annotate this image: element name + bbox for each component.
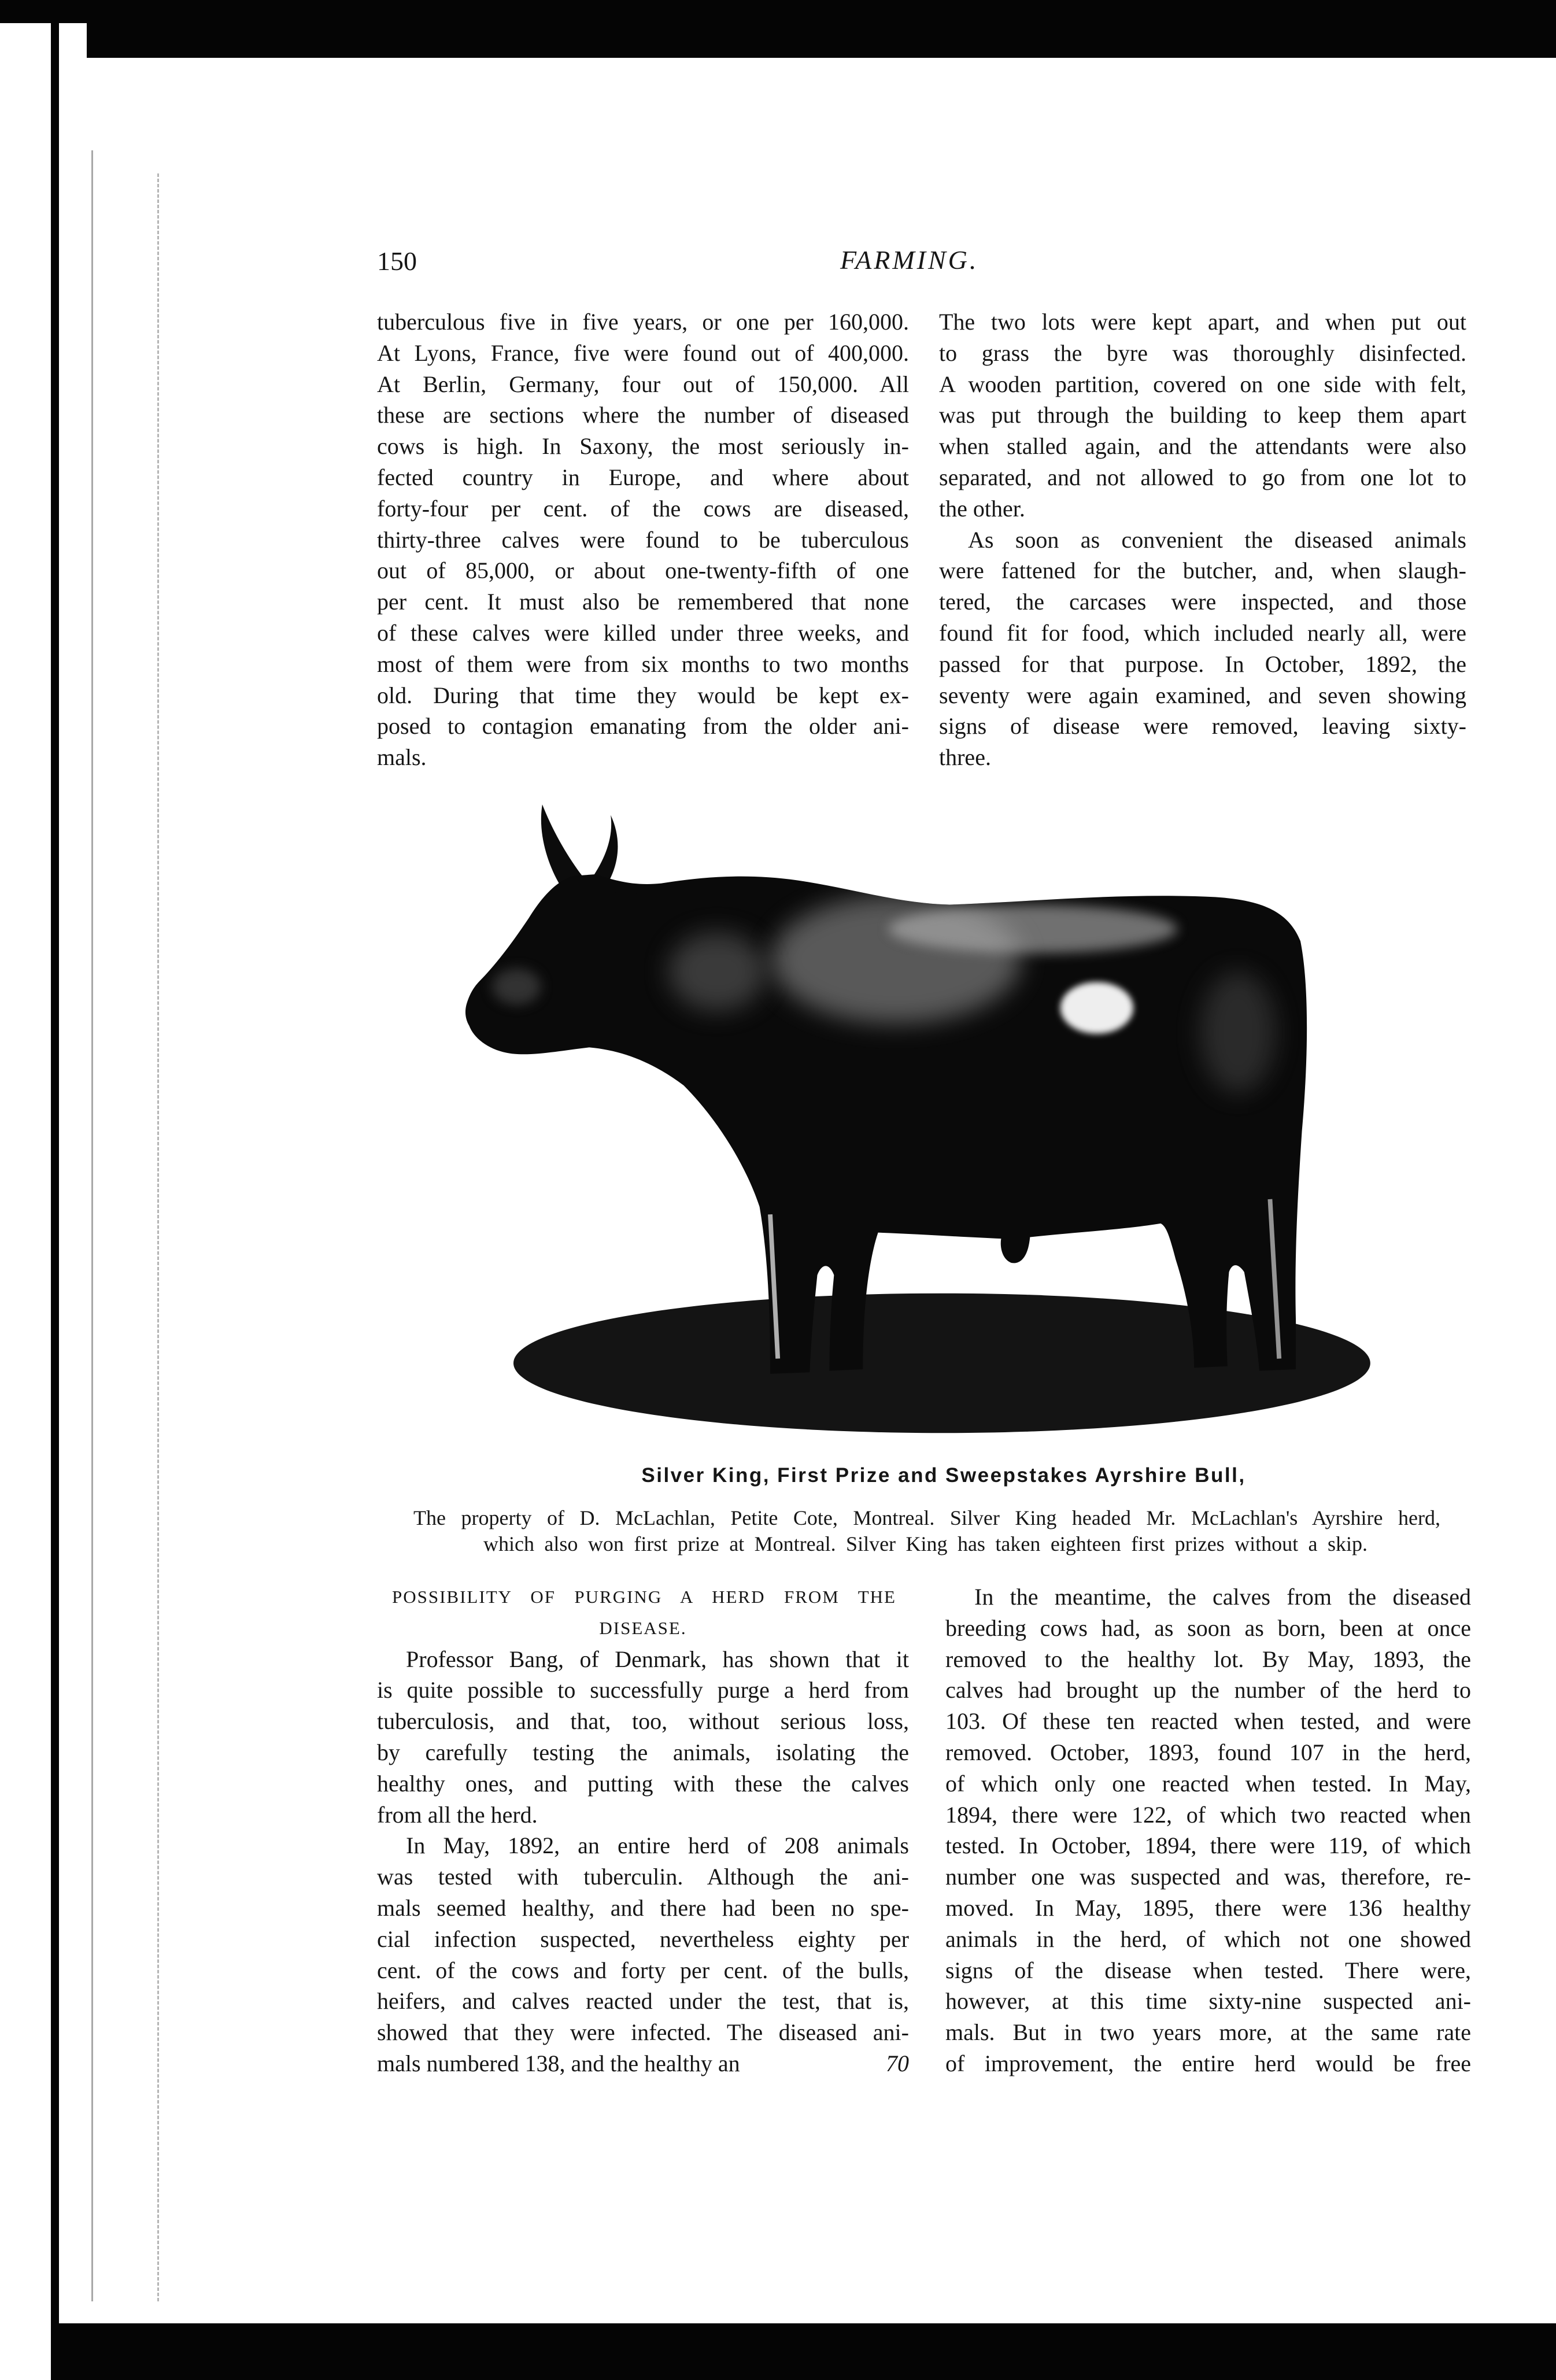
body-text-line: was put through the building to keep them apart (939, 402, 1466, 428)
body-text-line: 1894, there were 122, of which two reacted when (945, 1801, 1471, 1828)
bull-right-horn (593, 815, 618, 884)
body-text-line: A wooden partition, covered on one side with felt, (939, 371, 1466, 397)
body-text-line: fected country in Europe, and where about (377, 464, 909, 490)
body-text-line: number one was suspected and was, therefore, re- (945, 1864, 1471, 1890)
page-fold-line (91, 150, 93, 2301)
figure-caption-line: The property of D. McLachlan, Petite Cote, Montreal. Silver King headed Mr. McLachlan's Ayrshire herd, (413, 1506, 1440, 1529)
upper-right-column (939, 306, 1466, 773)
body-text-line: was tested with tuberculin. Although the ani- (377, 1864, 909, 1890)
body-text-line: removed to the healthy lot. By May, 1893, the (945, 1646, 1471, 1672)
body-text-line: old. During that time they would be kept ex- (377, 682, 909, 708)
body-text-line: animals in the herd, of which not one showed (945, 1926, 1471, 1952)
body-text-line: cial infection suspected, nevertheless eighty per (377, 1926, 909, 1952)
body-text-line: tered, the carcases were inspected, and those (939, 589, 1466, 615)
body-text-line: of improvement, the entire herd would be free (945, 2050, 1471, 2076)
back-highlight (889, 905, 1177, 954)
figure-caption-title: Silver King, First Prize and Sweepstakes Ayrshire Bull, (641, 1464, 1246, 1487)
body-text-line: 103. Of these ten reacted when tested, and were (945, 1708, 1471, 1735)
body-text-line: In May, 1892, an entire herd of 208 animals (406, 1832, 909, 1859)
body-text-line: the other. (939, 495, 1025, 522)
body-text-line: mals seemed healthy, and there had been no spe- (377, 1894, 909, 1921)
upper-left-column (377, 306, 909, 773)
body-text-line: calves had brought up the number of the herd to (945, 1677, 1471, 1703)
body-text-line: The two lots were kept apart, and when put out (939, 309, 1466, 335)
body-text-line: separated, and not allowed to go from one lot to (939, 464, 1466, 490)
body-text-line: of which only one reacted when tested. In May, (945, 1770, 1471, 1797)
body-text-line: however, at this time sixty-nine suspected ani- (945, 1988, 1471, 2015)
bull-left-horn (541, 804, 583, 884)
flank-white-patch (1060, 982, 1133, 1033)
body-text-line: of these calves were killed under three weeks, and (377, 619, 909, 646)
body-text-line: per cent. It must also be remembered that none (377, 589, 909, 615)
body-text-line: were fattened for the butcher, and, when slaugh- (939, 557, 1466, 584)
body-text-line: passed for that purpose. In October, 1892, the (939, 651, 1466, 677)
body-text-line-last (377, 2048, 909, 2079)
section-heading: DISEASE. (599, 1617, 687, 1638)
scan-border-bottom (51, 2323, 1556, 2380)
body-text-line: healthy ones, and putting with these the calves (377, 1770, 909, 1797)
body-text-line: mals. (377, 744, 427, 771)
body-text-line: seventy were again examined, and seven showing (939, 682, 1466, 708)
body-text-line: showed that they were infected. The diseased ani- (377, 2019, 909, 2046)
body-text-line: removed. October, 1893, found 107 in the herd, (945, 1739, 1471, 1765)
body-text-line: signs of disease were removed, leaving sixty- (939, 713, 1466, 740)
body-text-line: signs of the disease when tested. There were, (945, 1957, 1471, 1983)
body-text-line: when stalled again, and the attendants were also (939, 433, 1466, 460)
body-text-line: posed to contagion emanating from the older ani- (377, 713, 909, 740)
body-text-line: heifers, and calves reacted under the test, that is, (377, 1988, 909, 2015)
page-edge-dashes (157, 173, 159, 2301)
body-text-line: Professor Bang, of Denmark, has shown that it (406, 1646, 909, 1672)
bull-photograph (448, 789, 1390, 1442)
figure-caption-line: which also won first prize at Montreal. Silver King has taken eighteen first prizes without a skip. (483, 1532, 1367, 1555)
scan-border-left (51, 23, 59, 2330)
body-text-line: mals. But in two years more, at the same rate (945, 2019, 1471, 2046)
body-text-line: At Berlin, Germany, four out of 150,000. All (377, 371, 909, 397)
body-text-line: is quite possible to successfully purge a herd from (377, 1677, 909, 1703)
neck-highlight (668, 932, 766, 1011)
scan-border-top (87, 0, 1556, 58)
body-text-line: to grass the byre was thoroughly disinfected. (939, 339, 1466, 366)
body-text-line: by carefully testing the animals, isolating the (377, 1739, 909, 1765)
body-text-line: three. (939, 744, 991, 771)
body-text-fragment: mals numbered 138, and the healthy an (377, 2050, 740, 2076)
rear-thigh-shade (1200, 971, 1276, 1093)
body-text-line: moved. In May, 1895, there were 136 healthy (945, 1894, 1471, 1921)
body-text-line: tuberculosis, and that, too, without serious loss, (377, 1708, 909, 1735)
scan-border-top-left (0, 0, 116, 23)
body-text-line: In the meantime, the calves from the diseased (974, 1584, 1471, 1610)
trailing-number: 70 (886, 2050, 909, 2076)
body-text-line: At Lyons, France, five were found out of 400,000. (377, 339, 909, 366)
page-number: 150 (377, 246, 417, 276)
body-text-line: these are sections where the number of diseased (377, 402, 909, 428)
section-heading: POSSIBILITY OF PURGING A HERD FROM THE (392, 1587, 896, 1607)
body-text-line: out of 85,000, or about one-twenty-fifth of one (377, 557, 909, 584)
lower-right-column (945, 1581, 1471, 2079)
body-text-line: from all the herd. (377, 1801, 538, 1828)
body-text-line: forty-four per cent. of the cows are diseased, (377, 495, 909, 522)
body-text-line: cows is high. In Saxony, the most seriously in- (377, 433, 909, 460)
body-text-line: cent. of the cows and forty per cent. of the bulls, (377, 1957, 909, 1983)
lower-left-column (377, 1581, 909, 2079)
body-text-line: tuberculous five in five years, or one per 160,000. (377, 309, 909, 335)
body-text-line: most of them were from six months to two months (377, 651, 909, 677)
running-title: FARMING. (840, 245, 979, 275)
body-text-line: found fit for food, which included nearly all, were (939, 619, 1466, 646)
body-text-line: As soon as convenient the diseased animals (968, 526, 1466, 553)
ground-shadow (513, 1294, 1370, 1433)
body-text-line: breeding cows had, as soon as born, been at once (945, 1614, 1471, 1641)
body-text-line: tested. In October, 1894, there were 119, of which (945, 1832, 1471, 1859)
head-highlight (492, 969, 541, 1005)
body-text-line: thirty-three calves were found to be tuberculous (377, 526, 909, 553)
